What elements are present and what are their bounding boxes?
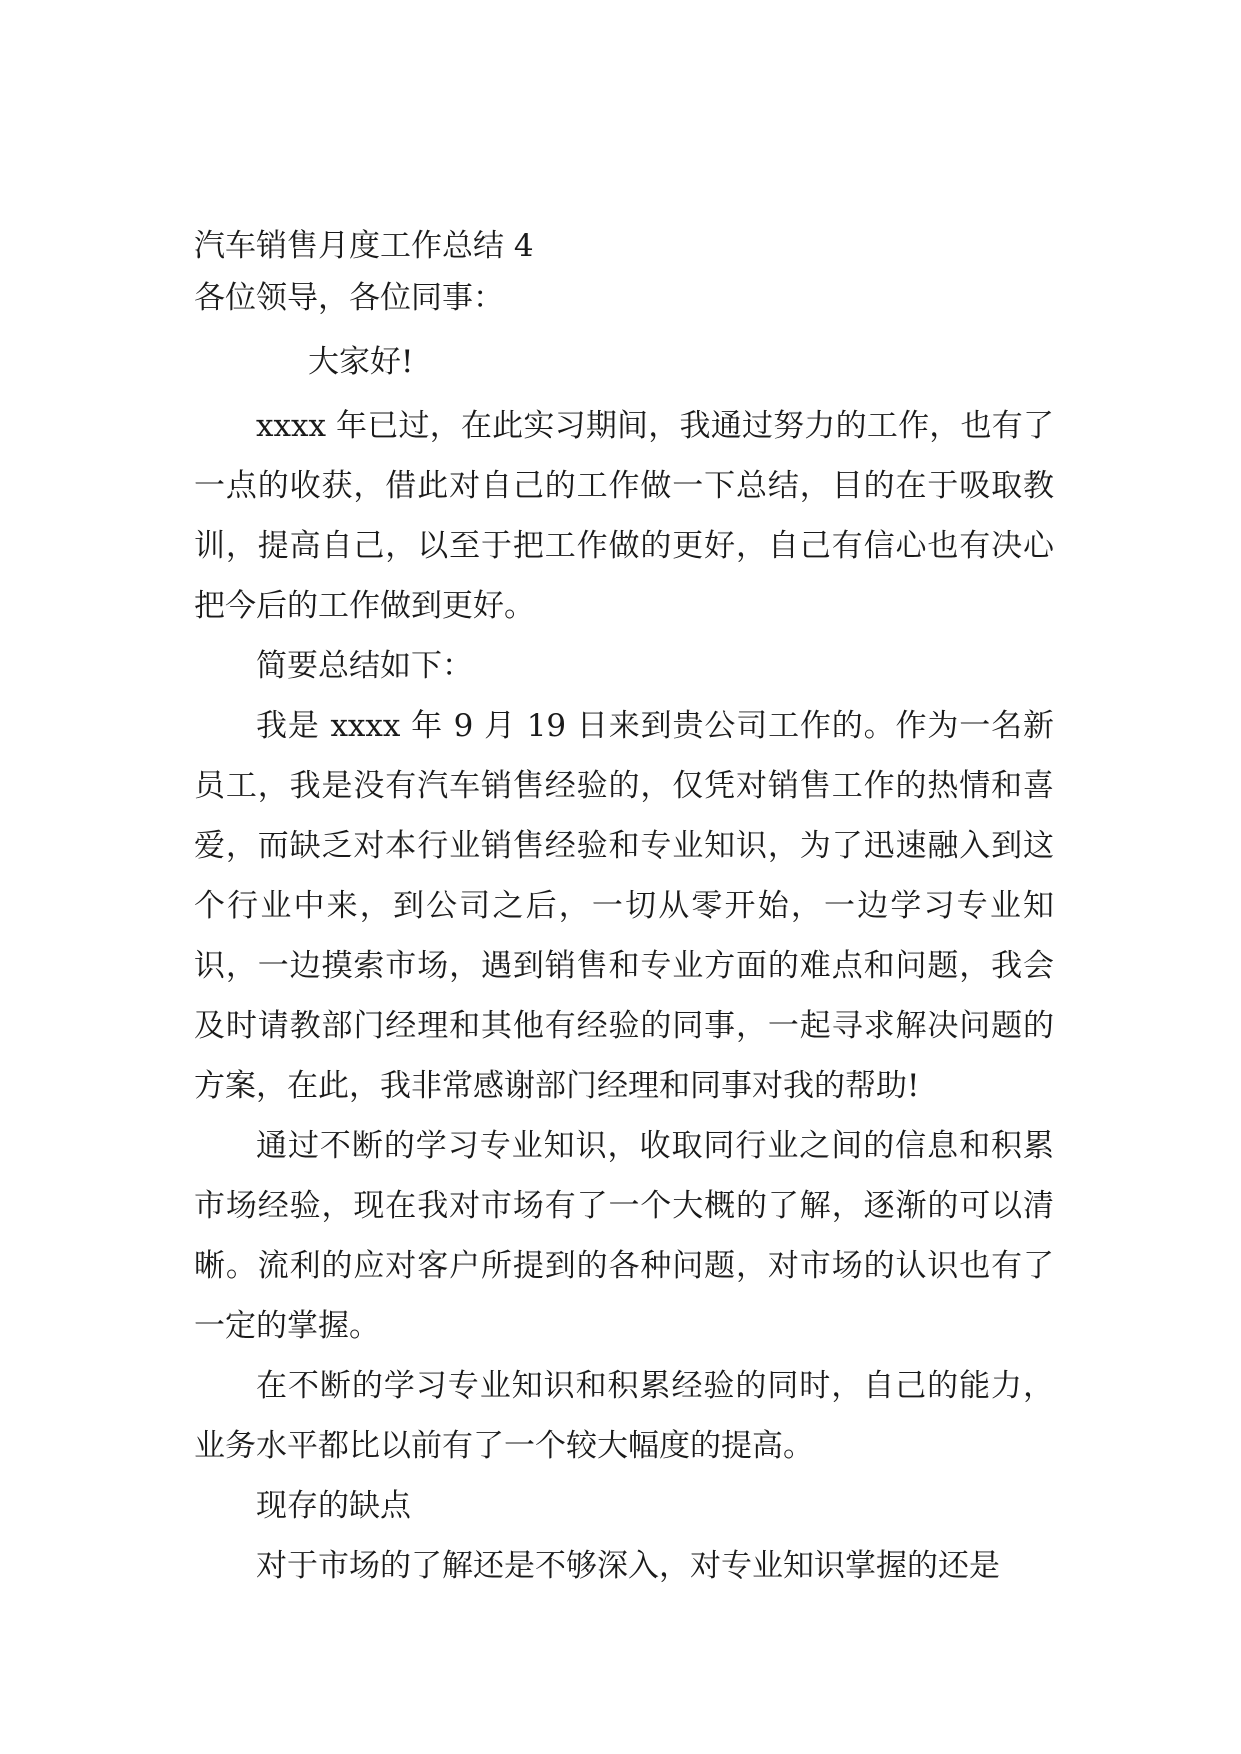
document-body (194, 220, 1054, 1596)
greeting: 大家好! (308, 344, 414, 380)
paragraph-experience: 我是 xxxx 年 9 月 19 日来到贵公司工作的。作为一名新员工，我是没有汽车销售经验的，仅凭对销售工作的热情和喜爱，而缺乏对本行业销售经验和专业知识，为了迅速融入到这个行业中来，到公司之后，一切从零开始，一边学习专业知识，一边摸索市场，遇到销售和专业方面的难点和问题，我会及时请教部门经理和其他有经验的同事，一起寻求解决问题的方案，在此，我非常感谢部门经理和同事对我的帮助! (194, 708, 1054, 1104)
paragraph-shortcomings-heading: 现存的缺点 (256, 1488, 411, 1524)
document-title: 汽车销售月度工作总结 4 (194, 228, 534, 264)
paragraph-summary-heading: 简要总结如下： (256, 648, 473, 684)
paragraph-improvement: 在不断的学习专业知识和积累经验的同时，自己的能力，业务水平都比以前有了一个较大幅度的提高。 (194, 1368, 1054, 1464)
paragraph-shortcomings: 对于市场的了解还是不够深入，对专业知识掌握的还是 (256, 1548, 1000, 1584)
paragraph-intro: xxxx 年已过，在此实习期间，我通过努力的工作，也有了一点的收获，借此对自己的工作做一下总结，目的在于吸取教训，提高自己，以至于把工作做的更好，自己有信心也有决心把今后的工作做到更好。 (194, 408, 1054, 624)
salutation: 各位领导，各位同事： (194, 280, 504, 316)
paragraph-learning: 通过不断的学习专业知识，收取同行业之间的信息和积累市场经验，现在我对市场有了一个大概的了解，逐渐的可以清晰。流利的应对客户所提到的各种问题，对市场的认识也有了一定的掌握。 (194, 1128, 1054, 1344)
